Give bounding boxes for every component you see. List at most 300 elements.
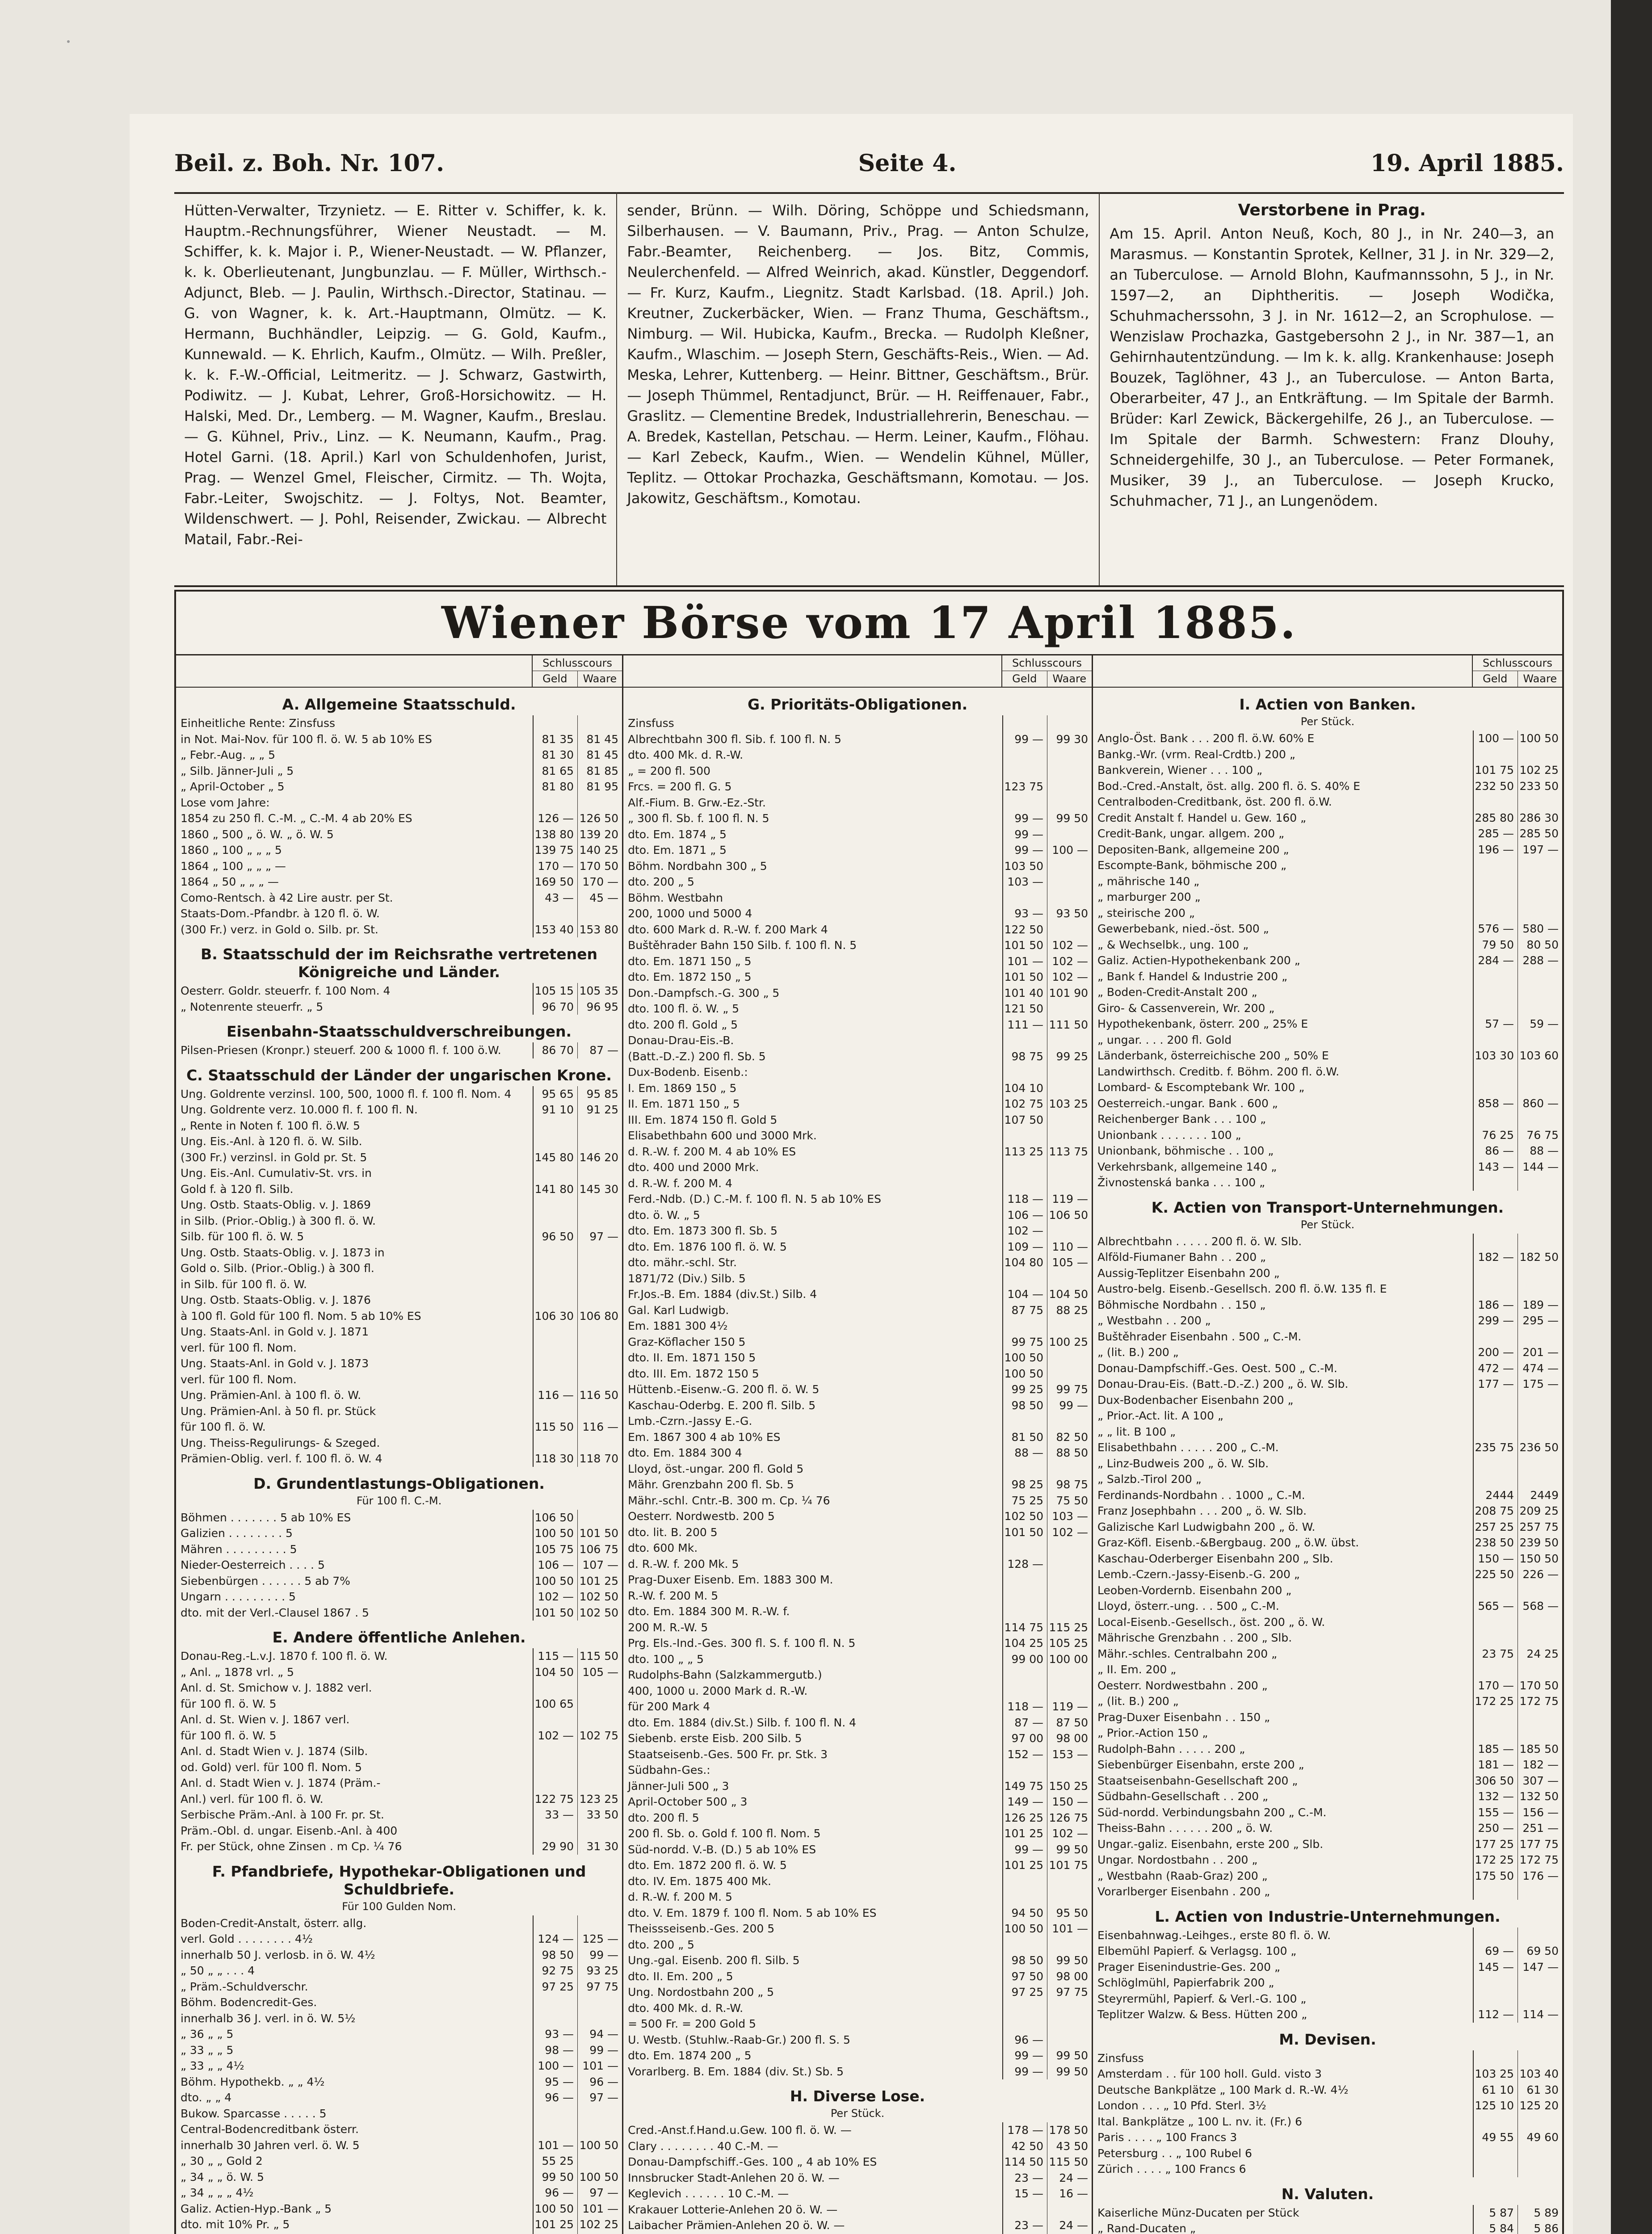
waare-value: 103 — xyxy=(1047,1508,1092,1524)
security-name: April-October 500 „ 3 xyxy=(628,1795,748,1808)
security-name: Gal. Karl Ludwigb. xyxy=(628,1303,729,1317)
waare-value: 150 25 xyxy=(1047,1778,1092,1794)
quote-row xyxy=(1093,1614,1562,1630)
waare-value xyxy=(577,1510,622,1526)
quote-row xyxy=(1093,1820,1562,1836)
quote-row xyxy=(176,842,622,858)
waare-value xyxy=(1517,1424,1562,1440)
security-name: dto. Em. 1874 „ 5 xyxy=(628,827,727,841)
security-name: Mähr.-schles. Centralbahn 200 „ xyxy=(1097,1647,1278,1660)
geld-value: 100 50 xyxy=(1002,1366,1047,1382)
waare-value: 99 50 xyxy=(1047,2064,1092,2080)
security-name: Vorarlberg. B. Em. 1884 (div. St.) Sb. 5 xyxy=(628,2065,844,2078)
section-title: K. Actien von Transport-Unternehmungen. xyxy=(1151,1198,1504,1216)
security-name: in Not. Mai-Nov. für 100 fl. ö. W. 5 ab 10% ES xyxy=(181,732,432,746)
waare-value xyxy=(1517,1281,1562,1297)
security-name: dto. 400 Mk. d. R.-W. xyxy=(628,2001,744,2015)
security-name: Schlöglmühl, Papierfabrik 200 „ xyxy=(1097,1976,1274,1989)
quote-row xyxy=(176,1915,622,1932)
quote-row xyxy=(1093,969,1562,985)
geld-value: 285 — xyxy=(1473,826,1517,842)
security-name: Escompte-Bank, böhmische 200 „ xyxy=(1097,859,1286,872)
schlusscours-label: Schlusscours xyxy=(1473,655,1562,671)
quote-row xyxy=(176,983,622,999)
geld-value: 101 50 xyxy=(1002,969,1047,985)
waare-value: 96 95 xyxy=(577,999,622,1015)
geld-value xyxy=(1473,1927,1517,1944)
geld-value: 115 50 xyxy=(533,1419,577,1435)
quote-row xyxy=(1093,826,1562,842)
column-header xyxy=(176,655,622,688)
quote-row xyxy=(176,2201,622,2217)
geld-value: 113 25 xyxy=(1002,1144,1047,1160)
security-name: dto. 100 fl. ö. W. „ 5 xyxy=(628,1002,740,1015)
geld-value: 81 65 xyxy=(533,763,577,779)
geld-value xyxy=(1002,1588,1047,1604)
quote-row xyxy=(176,1696,622,1712)
geld-value: 118 30 xyxy=(533,1451,577,1467)
security-name: Silb. für 100 fl. ö. W. 5 xyxy=(181,1230,304,1243)
geld-value xyxy=(533,906,577,922)
geld-value: 139 75 xyxy=(533,842,577,858)
quote-row xyxy=(623,1033,1092,1049)
quote-row xyxy=(176,1356,622,1372)
waare-value: 95 50 xyxy=(1047,1905,1092,1921)
geld-value: 126 25 xyxy=(1002,1810,1047,1826)
quote-row xyxy=(623,1001,1092,1017)
waare-value xyxy=(1047,827,1092,843)
quote-row xyxy=(623,1223,1092,1239)
quote-row xyxy=(623,1461,1092,1477)
geld-value xyxy=(1473,2050,1517,2066)
security-name: innerhalb 30 Jahren verl. ö. W. 5 xyxy=(181,2138,360,2152)
quote-row xyxy=(623,1969,1092,1985)
geld-value xyxy=(1473,1111,1517,1127)
security-name: Staats-Dom.-Pfandbr. à 120 fl. ö. W. xyxy=(181,907,380,920)
security-name: 200, 1000 und 5000 4 xyxy=(628,907,752,920)
waare-value xyxy=(1517,1614,1562,1630)
geld-value xyxy=(1473,1079,1517,1096)
geld-value: 102 75 xyxy=(1002,1096,1047,1112)
deaths-title: Verstorbene in Prag. xyxy=(1238,201,1426,219)
quote-row xyxy=(623,1366,1092,1382)
geld-value: 132 — xyxy=(1473,1789,1517,1805)
security-name: „ Präm.-Schuldverschr. xyxy=(181,1980,308,1993)
waare-value xyxy=(1517,2114,1562,2130)
geld-value xyxy=(1473,857,1517,873)
geld-value: 102 — xyxy=(1002,1223,1047,1239)
security-name: Amsterdam . . für 100 holl. Guld. visto 3 xyxy=(1097,2067,1322,2080)
quote-row xyxy=(176,1807,622,1823)
section-title: E. Andere öffentliche Anlehen. xyxy=(272,1629,526,1646)
waare-value: 288 — xyxy=(1517,953,1562,969)
security-name: „ Westbahn . . 200 „ xyxy=(1097,1314,1211,1327)
quote-row xyxy=(176,1245,622,1261)
geld-value: 49 55 xyxy=(1473,2129,1517,2146)
waare-value: 87 — xyxy=(577,1042,622,1058)
quote-row xyxy=(623,1429,1092,1445)
geld-value: 116 — xyxy=(533,1387,577,1403)
security-name: dto. II. Em. 1871 150 5 xyxy=(628,1351,756,1364)
security-name: Ungarn . . . . . . . . . 5 xyxy=(181,1590,296,1603)
quote-row xyxy=(623,1810,1092,1826)
security-name: Ungar.-galiz. Eisenbahn, erste 200 „ Slb. xyxy=(1097,1837,1324,1851)
quote-row xyxy=(1093,1503,1562,1519)
page-header xyxy=(174,134,1564,194)
quote-row xyxy=(176,1791,622,1807)
quote-row xyxy=(176,2169,622,2185)
security-name: 200 M. R.-W. 5 xyxy=(628,1621,708,1634)
geld-value: 96 50 xyxy=(533,1229,577,1245)
waare-value: 88 25 xyxy=(1047,1302,1092,1319)
security-name: Lose vom Jahre: xyxy=(181,796,270,809)
geld-value: 79 50 xyxy=(1473,937,1517,953)
security-name: Clary . . . . . . . . 40 C.-M. — xyxy=(628,2139,778,2153)
security-name: dto. Em. 1876 100 fl. ö. W. 5 xyxy=(628,1240,787,1253)
security-name: Vorarlberger Eisenbahn . 200 „ xyxy=(1097,1885,1270,1898)
waare-value: 176 — xyxy=(1517,1868,1562,1884)
waare-value: 33 50 xyxy=(577,1807,622,1823)
waare-value xyxy=(1047,747,1092,763)
waare-value xyxy=(577,1775,622,1791)
waare-value xyxy=(1047,890,1092,906)
geld-value: 69 — xyxy=(1473,1943,1517,1959)
waare-value xyxy=(1047,1683,1092,1699)
geld-label: Geld xyxy=(1002,671,1047,687)
geld-value: 95 65 xyxy=(533,1086,577,1102)
security-name: „ (lit. B.) 200 „ xyxy=(1097,1695,1179,1708)
quote-row xyxy=(176,2058,622,2074)
security-name: Franz Josephbahn . . . 200 „ ö. W. Slb. xyxy=(1097,1504,1307,1517)
quote-row xyxy=(623,874,1092,890)
security-name: Böhm. Westbahn xyxy=(628,891,723,904)
waare-value xyxy=(577,2121,622,2137)
quote-row xyxy=(176,1680,622,1696)
security-name: Elisabethbahn . . . . . 200 „ C.-M. xyxy=(1097,1441,1279,1454)
quote-row xyxy=(1093,1297,1562,1313)
quote-row xyxy=(1093,937,1562,953)
geld-value: 96 70 xyxy=(533,999,577,1015)
geld-value xyxy=(1473,794,1517,810)
quote-row xyxy=(623,1683,1092,1699)
board-title: Wiener Börse vom 17 April 1885. xyxy=(176,592,1562,655)
security-name: innerhalb 50 J. verlosb. in ö. W. 4½ xyxy=(181,1948,375,1961)
quote-row xyxy=(1093,1281,1562,1297)
quote-row xyxy=(1093,1789,1562,1805)
geld-value: 106 — xyxy=(533,1557,577,1573)
security-name: Unionbank, böhmische . . 100 „ xyxy=(1097,1144,1274,1157)
security-name: Theissseisenb.-Ges. 200 5 xyxy=(628,1922,775,1935)
quote-row xyxy=(1093,1884,1562,1900)
security-name: dto. 100 „ „ 5 xyxy=(628,1652,704,1666)
quote-row xyxy=(1093,810,1562,826)
waare-value: 31 30 xyxy=(577,1839,622,1855)
security-name: Süd-nordd. Verbindungsbahn 200 „ C.-M. xyxy=(1097,1806,1327,1819)
security-name: Graz-Köfl. Eisenb.-&Bergbaug. 200 „ ö.W. übst. xyxy=(1097,1536,1359,1549)
quote-row xyxy=(1093,1757,1562,1773)
security-name: dto. Em. 1884 (div.St.) Silb. f. 100 fl. N. 4 xyxy=(628,1716,856,1729)
quote-row xyxy=(623,1271,1092,1287)
security-name: Fr. per Stück, ohne Zinsen . m Cp. ¼ 76 xyxy=(181,1840,402,1853)
quote-row xyxy=(176,1086,622,1102)
quote-row xyxy=(1093,1630,1562,1646)
geld-value: 98 75 xyxy=(1002,1049,1047,1065)
security-name: Albrechtbahn . . . . . 200 fl. ö. W. Slb. xyxy=(1097,1235,1302,1248)
section-title: Eisenbahn-Staatsschuldverschreibungen. xyxy=(227,1023,572,1040)
waare-value xyxy=(1517,1329,1562,1345)
waare-value: 94 — xyxy=(577,2026,622,2042)
quote-row xyxy=(623,1747,1092,1763)
waare-value xyxy=(1047,2202,1092,2218)
quote-row xyxy=(176,795,622,811)
quote-row xyxy=(176,1775,622,1791)
geld-value: 145 80 xyxy=(533,1150,577,1166)
waare-value: 69 50 xyxy=(1517,1943,1562,1959)
security-name: Albrechtbahn 300 fl. Sib. f. 100 fl. N. 5 xyxy=(628,732,841,746)
geld-value: 141 80 xyxy=(533,1181,577,1197)
security-name: dto. Em. 1884 300 4 xyxy=(628,1446,742,1459)
column-header xyxy=(623,655,1092,688)
geld-value: 55 25 xyxy=(533,2153,577,2169)
geld-value: 232 50 xyxy=(1473,778,1517,794)
quote-row xyxy=(623,1445,1092,1461)
waare-value xyxy=(1047,795,1092,811)
waare-value xyxy=(577,1696,622,1712)
quote-row xyxy=(1093,2050,1562,2066)
waare-value: 97 — xyxy=(577,2090,622,2106)
waare-value xyxy=(577,1324,622,1340)
column-2-entries xyxy=(623,696,1092,2234)
waare-value: 170 — xyxy=(577,874,622,890)
quote-row xyxy=(1093,1329,1562,1345)
security-name: Teplitzer Walzw. & Bess. Hütten 200 „ xyxy=(1097,2008,1307,2021)
geld-value: 109 — xyxy=(1002,1239,1047,1255)
quote-row xyxy=(623,795,1092,811)
security-name: für 200 Mark 4 xyxy=(628,1700,710,1713)
geld-value xyxy=(1473,1064,1517,1080)
quote-row xyxy=(176,2074,622,2090)
quote-row xyxy=(1093,1991,1562,2007)
quote-row xyxy=(1093,1344,1562,1361)
quote-row xyxy=(1093,1175,1562,1191)
waare-value: 126 50 xyxy=(577,810,622,827)
waare-value xyxy=(577,2153,622,2169)
section-title: F. Pfandbriefe, Hypothekar-Obligationen und Schuldbriefe. xyxy=(212,1862,586,1898)
geld-value xyxy=(533,1165,577,1181)
quote-row xyxy=(176,1181,622,1197)
quote-row xyxy=(176,731,622,747)
geld-value xyxy=(1002,715,1047,731)
waare-value xyxy=(1517,1662,1562,1678)
quote-row xyxy=(623,1080,1092,1096)
waare-value: 119 — xyxy=(1047,1191,1092,1207)
security-name: Bukow. Sparcasse . . . . . 5 xyxy=(181,2107,327,2120)
quote-row xyxy=(176,2106,622,2122)
geld-value: 472 — xyxy=(1473,1361,1517,1377)
security-name: „ 30 „ „ Gold 2 xyxy=(181,2154,263,2167)
waare-value xyxy=(1047,1350,1092,1366)
quote-row xyxy=(1093,1234,1562,1250)
quote-row xyxy=(176,1931,622,1947)
geld-value xyxy=(533,1118,577,1134)
waare-value xyxy=(577,1118,622,1134)
waare-value: 102 25 xyxy=(1517,762,1562,778)
geld-value: 104 80 xyxy=(1002,1255,1047,1271)
waare-value xyxy=(577,795,622,811)
waare-value xyxy=(1047,1889,1092,1905)
waare-value: 209 25 xyxy=(1517,1503,1562,1519)
waare-value xyxy=(1517,1709,1562,1726)
waare-value: 105 35 xyxy=(577,983,622,999)
quote-row xyxy=(1093,873,1562,890)
waare-value: 102 50 xyxy=(577,1605,622,1621)
geld-value xyxy=(1473,889,1517,905)
quote-row xyxy=(623,2170,1092,2186)
waare-value: 99 25 xyxy=(1047,1049,1092,1065)
quote-row xyxy=(623,1762,1092,1778)
quote-row xyxy=(1093,1408,1562,1424)
security-name: Oesterr. Nordwestbahn . 200 „ xyxy=(1097,1679,1268,1692)
waare-value xyxy=(1517,1630,1562,1646)
waare-value: 88 50 xyxy=(1047,1445,1092,1461)
quote-row xyxy=(1093,1471,1562,1487)
security-name: „ 33 „ „ 4½ xyxy=(181,2059,244,2072)
waare-value: 98 00 xyxy=(1047,1969,1092,1985)
waare-value: 105 — xyxy=(1047,1255,1092,1271)
quote-row xyxy=(1093,905,1562,921)
waare-label: Waare xyxy=(1052,672,1087,685)
security-name: Bod.-Cred.-Anstalt, öst. allg. 200 fl. ö. S. 40% E xyxy=(1097,779,1361,793)
geld-value: 238 50 xyxy=(1473,1535,1517,1551)
security-name: Ung. Goldrente verz. 10.000 fl. f. 100 fl. N. xyxy=(181,1103,418,1116)
geld-value xyxy=(533,1197,577,1213)
security-name: Staatseisenbahn-Gesellschaft 200 „ xyxy=(1097,1774,1298,1787)
deaths-text: Am 15. April. Anton Neuß, Koch, 80 J., in Nr. 240—3, an Marasmus. — Konstantin Sprotek, Kellner, 31 J. in Nr. 329—2, an Tuberculose. — Arnold Blohn, Kaufmannssohn, 5 J., in Nr. 1597—2, an Diphtheritis. — Joseph Wodička, Schuhmacherssohn, 3 J. in Nr. 1612—2, an Scrophulose. — Wenzislaw Prochazka, Gastgebersohn 2 J., in Nr. 387—1, an Gehirnhautentzündung. — Im k. k. allg. Krankenhause: Joseph Bouzek, Taglöhner, 43 J., an Tuberculose. — Anton Barta, Oberarbeiter, 47 J., an Entkräftung. — Im Spitale der Barmh. Brüder: Karl Zewick, Bäckergehilfe, 26 J., an Tuberculose. — Im Spitale der Barmh. Schwestern: Franz Dlouhy, Schneidergehilfe, 30 J., an Tuberculose. — Peter Formanek, Musiker, 39 J., an Tuberculose. — Joseph Krucko, Schuhmacher, 71 J., an Lungenödem. xyxy=(1110,225,1554,509)
security-name: Central-Bodencreditbank österr. xyxy=(181,2123,359,2136)
waare-value xyxy=(1517,984,1562,1000)
quote-row xyxy=(1093,1551,1562,1567)
security-name: Bankg.-Wr. (vrm. Real-Crdtb.) 200 „ xyxy=(1097,747,1295,761)
security-name: Krakauer Lotterie-Anlehen 20 ö. W. — xyxy=(628,2203,838,2216)
quote-row xyxy=(176,2011,622,2027)
geld-value: 114 75 xyxy=(1002,1620,1047,1636)
waare-value xyxy=(577,2106,622,2122)
geld-value: 23 — xyxy=(1002,2217,1047,2234)
quote-row xyxy=(623,731,1092,747)
geld-value: 200 — xyxy=(1473,1344,1517,1361)
quote-row xyxy=(623,1905,1092,1921)
security-name: dto. 200 fl. Gold „ 5 xyxy=(628,1018,738,1031)
security-name: in Silb. für 100 fl. ö. W. xyxy=(181,1277,307,1291)
geld-value: 42 50 xyxy=(1002,2138,1047,2154)
geld-value: 91 10 xyxy=(533,1102,577,1118)
waare-value: 106 50 xyxy=(1047,1207,1092,1223)
quote-row xyxy=(176,1229,622,1245)
quote-row xyxy=(1093,2098,1562,2114)
waare-value: 24 — xyxy=(1047,2170,1092,2186)
waare-value: 103 60 xyxy=(1517,1048,1562,1064)
quote-row xyxy=(623,1493,1092,1509)
security-name: R.-W. f. 200 M. 5 xyxy=(628,1589,719,1602)
security-name: „ Rand-Ducaten „ xyxy=(1097,2222,1196,2234)
geld-value xyxy=(1002,1937,1047,1953)
geld-value xyxy=(1473,747,1517,763)
security-name: Cred.-Anst.f.Hand.u.Gew. 100 fl. ö. W. — xyxy=(628,2124,852,2137)
security-name xyxy=(176,2233,533,2234)
waare-value: 170 50 xyxy=(1517,1678,1562,1694)
security-name: dto. 400 Mk. d. R.-W. xyxy=(628,748,744,761)
geld-value xyxy=(1473,1424,1517,1440)
quote-row xyxy=(623,1984,1092,2000)
waare-value xyxy=(1517,889,1562,905)
waare-value: 100 50 xyxy=(577,2169,622,2185)
geld-value xyxy=(1473,984,1517,1000)
quote-row xyxy=(176,2217,622,2233)
security-name: Ung. Eis.-Anl. Cumulativ-St. vrs. in xyxy=(181,1167,372,1180)
security-name: Lmb.-Czrn.-Jassy E.-G. xyxy=(628,1415,752,1428)
geld-value: 155 — xyxy=(1473,1805,1517,1821)
waare-value xyxy=(1047,874,1092,890)
geld-value: 150 — xyxy=(1473,1551,1517,1567)
waare-value: 81 45 xyxy=(577,747,622,763)
geld-value: 153 40 xyxy=(533,922,577,938)
waare-value: 170 50 xyxy=(577,858,622,874)
quote-row xyxy=(623,953,1092,970)
security-name: „ (lit. B.) 200 „ xyxy=(1097,1346,1179,1359)
quote-row xyxy=(176,2090,622,2106)
quote-row xyxy=(1093,1693,1562,1709)
waare-value: 118 70 xyxy=(577,1451,622,1467)
waare-value xyxy=(1047,1873,1092,1890)
quote-row xyxy=(623,1350,1092,1366)
waare-value xyxy=(577,1403,622,1419)
waare-value: 101 25 xyxy=(577,1573,622,1589)
waare-value xyxy=(1517,2146,1562,2162)
security-name: dto. 200 „ 5 xyxy=(628,875,694,888)
geld-value: 100 — xyxy=(1473,731,1517,747)
security-name: Prag-Duxer Eisenb. Em. 1883 300 M. xyxy=(628,1573,833,1586)
waare-value: 99 50 xyxy=(1047,810,1092,827)
waare-value xyxy=(1517,1408,1562,1424)
waare-value xyxy=(577,1245,622,1261)
security-name: Ungar. Nordostbahn . . 200 „ xyxy=(1097,1853,1258,1866)
waare-value: 145 30 xyxy=(577,1181,622,1197)
quote-row xyxy=(176,1118,622,1134)
waare-value: 101 — xyxy=(577,2201,622,2217)
geld-value: 284 — xyxy=(1473,953,1517,969)
security-name: Ung. Nordostbahn 200 „ 5 xyxy=(628,1986,774,1999)
quote-row xyxy=(623,1049,1092,1065)
waare-value: 178 50 xyxy=(1047,2122,1092,2138)
quote-row xyxy=(1093,1456,1562,1472)
geld-value: 97 00 xyxy=(1002,1730,1047,1747)
geld-value xyxy=(1473,2114,1517,2130)
waare-value: 87 50 xyxy=(1047,1715,1092,1731)
waare-value: 5 86 xyxy=(1517,2221,1562,2234)
quote-row xyxy=(176,1541,622,1558)
geld-value: 104 10 xyxy=(1002,1080,1047,1096)
waare-value: 860 — xyxy=(1517,1096,1562,1112)
security-name: „ Prior.-Act. lit. A 100 „ xyxy=(1097,1409,1223,1422)
geld-value: 101 50 xyxy=(1002,937,1047,953)
waare-value: 147 — xyxy=(1517,1959,1562,1975)
waare-value: 153 80 xyxy=(577,922,622,938)
quote-row xyxy=(176,1823,622,1839)
geld-value: 93 — xyxy=(1002,906,1047,922)
quote-row xyxy=(1093,1111,1562,1127)
geld-value: 102 50 xyxy=(1002,1508,1047,1524)
security-name: „ 33 „ „ 5 xyxy=(181,2043,234,2057)
